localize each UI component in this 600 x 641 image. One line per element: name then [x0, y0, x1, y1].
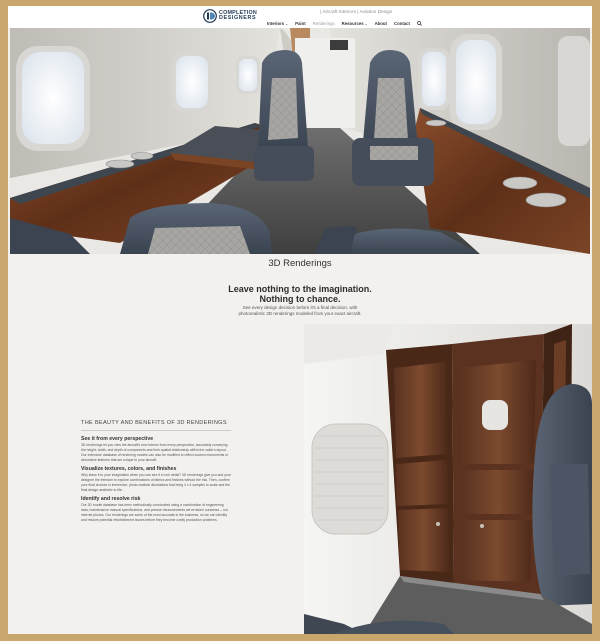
benefit-title: See it from every perspective — [81, 436, 154, 442]
chevron-down-icon: ⌄ — [364, 22, 368, 26]
nav-item-paint[interactable] — [295, 21, 306, 26]
intro-subtext-line2: photorealistic 3D renderings modeled from your exact aircraft. — [238, 311, 362, 316]
headline-line2: Nothing to chance. — [259, 294, 341, 304]
benefit-item — [81, 466, 231, 493]
benefit-item — [81, 496, 231, 523]
headline — [8, 284, 592, 304]
cabinet-rendering — [304, 324, 592, 634]
intro-section — [8, 254, 592, 324]
search-icon[interactable] — [417, 21, 422, 26]
logo-text-line2: DESIGNERS — [219, 15, 257, 21]
nav-item-about[interactable] — [375, 21, 387, 26]
nav-item-label: About — [374, 21, 387, 26]
nav-item-label: Renderings — [312, 21, 335, 26]
nav-item-interiors[interactable] — [267, 21, 288, 26]
section-title: 3D Renderings — [268, 258, 332, 269]
benefit-text: Why leave it to your imagination when you can see it in rich detail? 3D renderings give you and your designer the freedom to explore combinations of fabrics and finishes without the risk. Then, confirm your final choices in immersive, photo-realistic illustrations that bring 4 x 4 samples to scale and the final design aesthetic to life. — [81, 473, 231, 492]
nav-item-label: Paint — [295, 21, 306, 26]
site-logo[interactable] — [203, 9, 257, 23]
benefit-item — [81, 436, 231, 463]
headline-line1: Leave nothing to the imagination. — [228, 284, 372, 294]
benefit-title: Visualize textures, colors, and finishes — [81, 466, 177, 472]
nav-item-label: Interiors — [267, 21, 285, 26]
nav-item-contact[interactable] — [394, 21, 410, 26]
benefit-title: Identify and resolve risk — [81, 496, 141, 502]
nav-item-renderings[interactable] — [313, 21, 335, 26]
nav-item-resources[interactable] — [342, 21, 368, 26]
site-header — [8, 6, 592, 28]
hero-cabin-rendering — [10, 28, 590, 254]
nav-item-label: Resources — [341, 21, 364, 26]
page-frame — [8, 6, 592, 634]
main-nav — [267, 21, 422, 26]
site-tagline: | Aircraft Interiors | Aviation Design — [320, 9, 393, 14]
nav-item-label: Contact — [393, 21, 410, 26]
chevron-down-icon: ⌄ — [285, 22, 289, 26]
benefit-text: Our 3D model database has been methodically constructed using a combination of engineering data, maintenance manual specifications, and precise measurements we've taken ourselves – not internet photos. Our renderings are some of the most accurate in the business, so we can identify and resolve potential refurbishment issues before they become costly production problems. — [81, 503, 228, 522]
logo-text-line1: COMPLETION — [219, 9, 257, 16]
benefit-text: 3D renderings let you view the aircraft's new interior from every perspective, accurately conveying the height, width, and depth of components and their spatial relationship within the cabin's layout. Our extensive database of rendering models can also be modified to reflect custom monuments or decorative features that are unique to your aircraft. — [81, 443, 229, 462]
benefits-panel — [8, 324, 304, 634]
intro-subtext — [8, 305, 592, 317]
intro-subtext-line1: See every design decision before it's a final decision, with — [242, 305, 358, 310]
logo-mark-icon — [203, 9, 217, 23]
cabin-interior-image — [10, 28, 590, 254]
benefits-heading: THE BEAUTY AND BENEFITS OF 3D RENDERINGS — [81, 420, 231, 431]
benefits-list — [81, 420, 231, 526]
cabinet-interior-image — [304, 324, 592, 634]
